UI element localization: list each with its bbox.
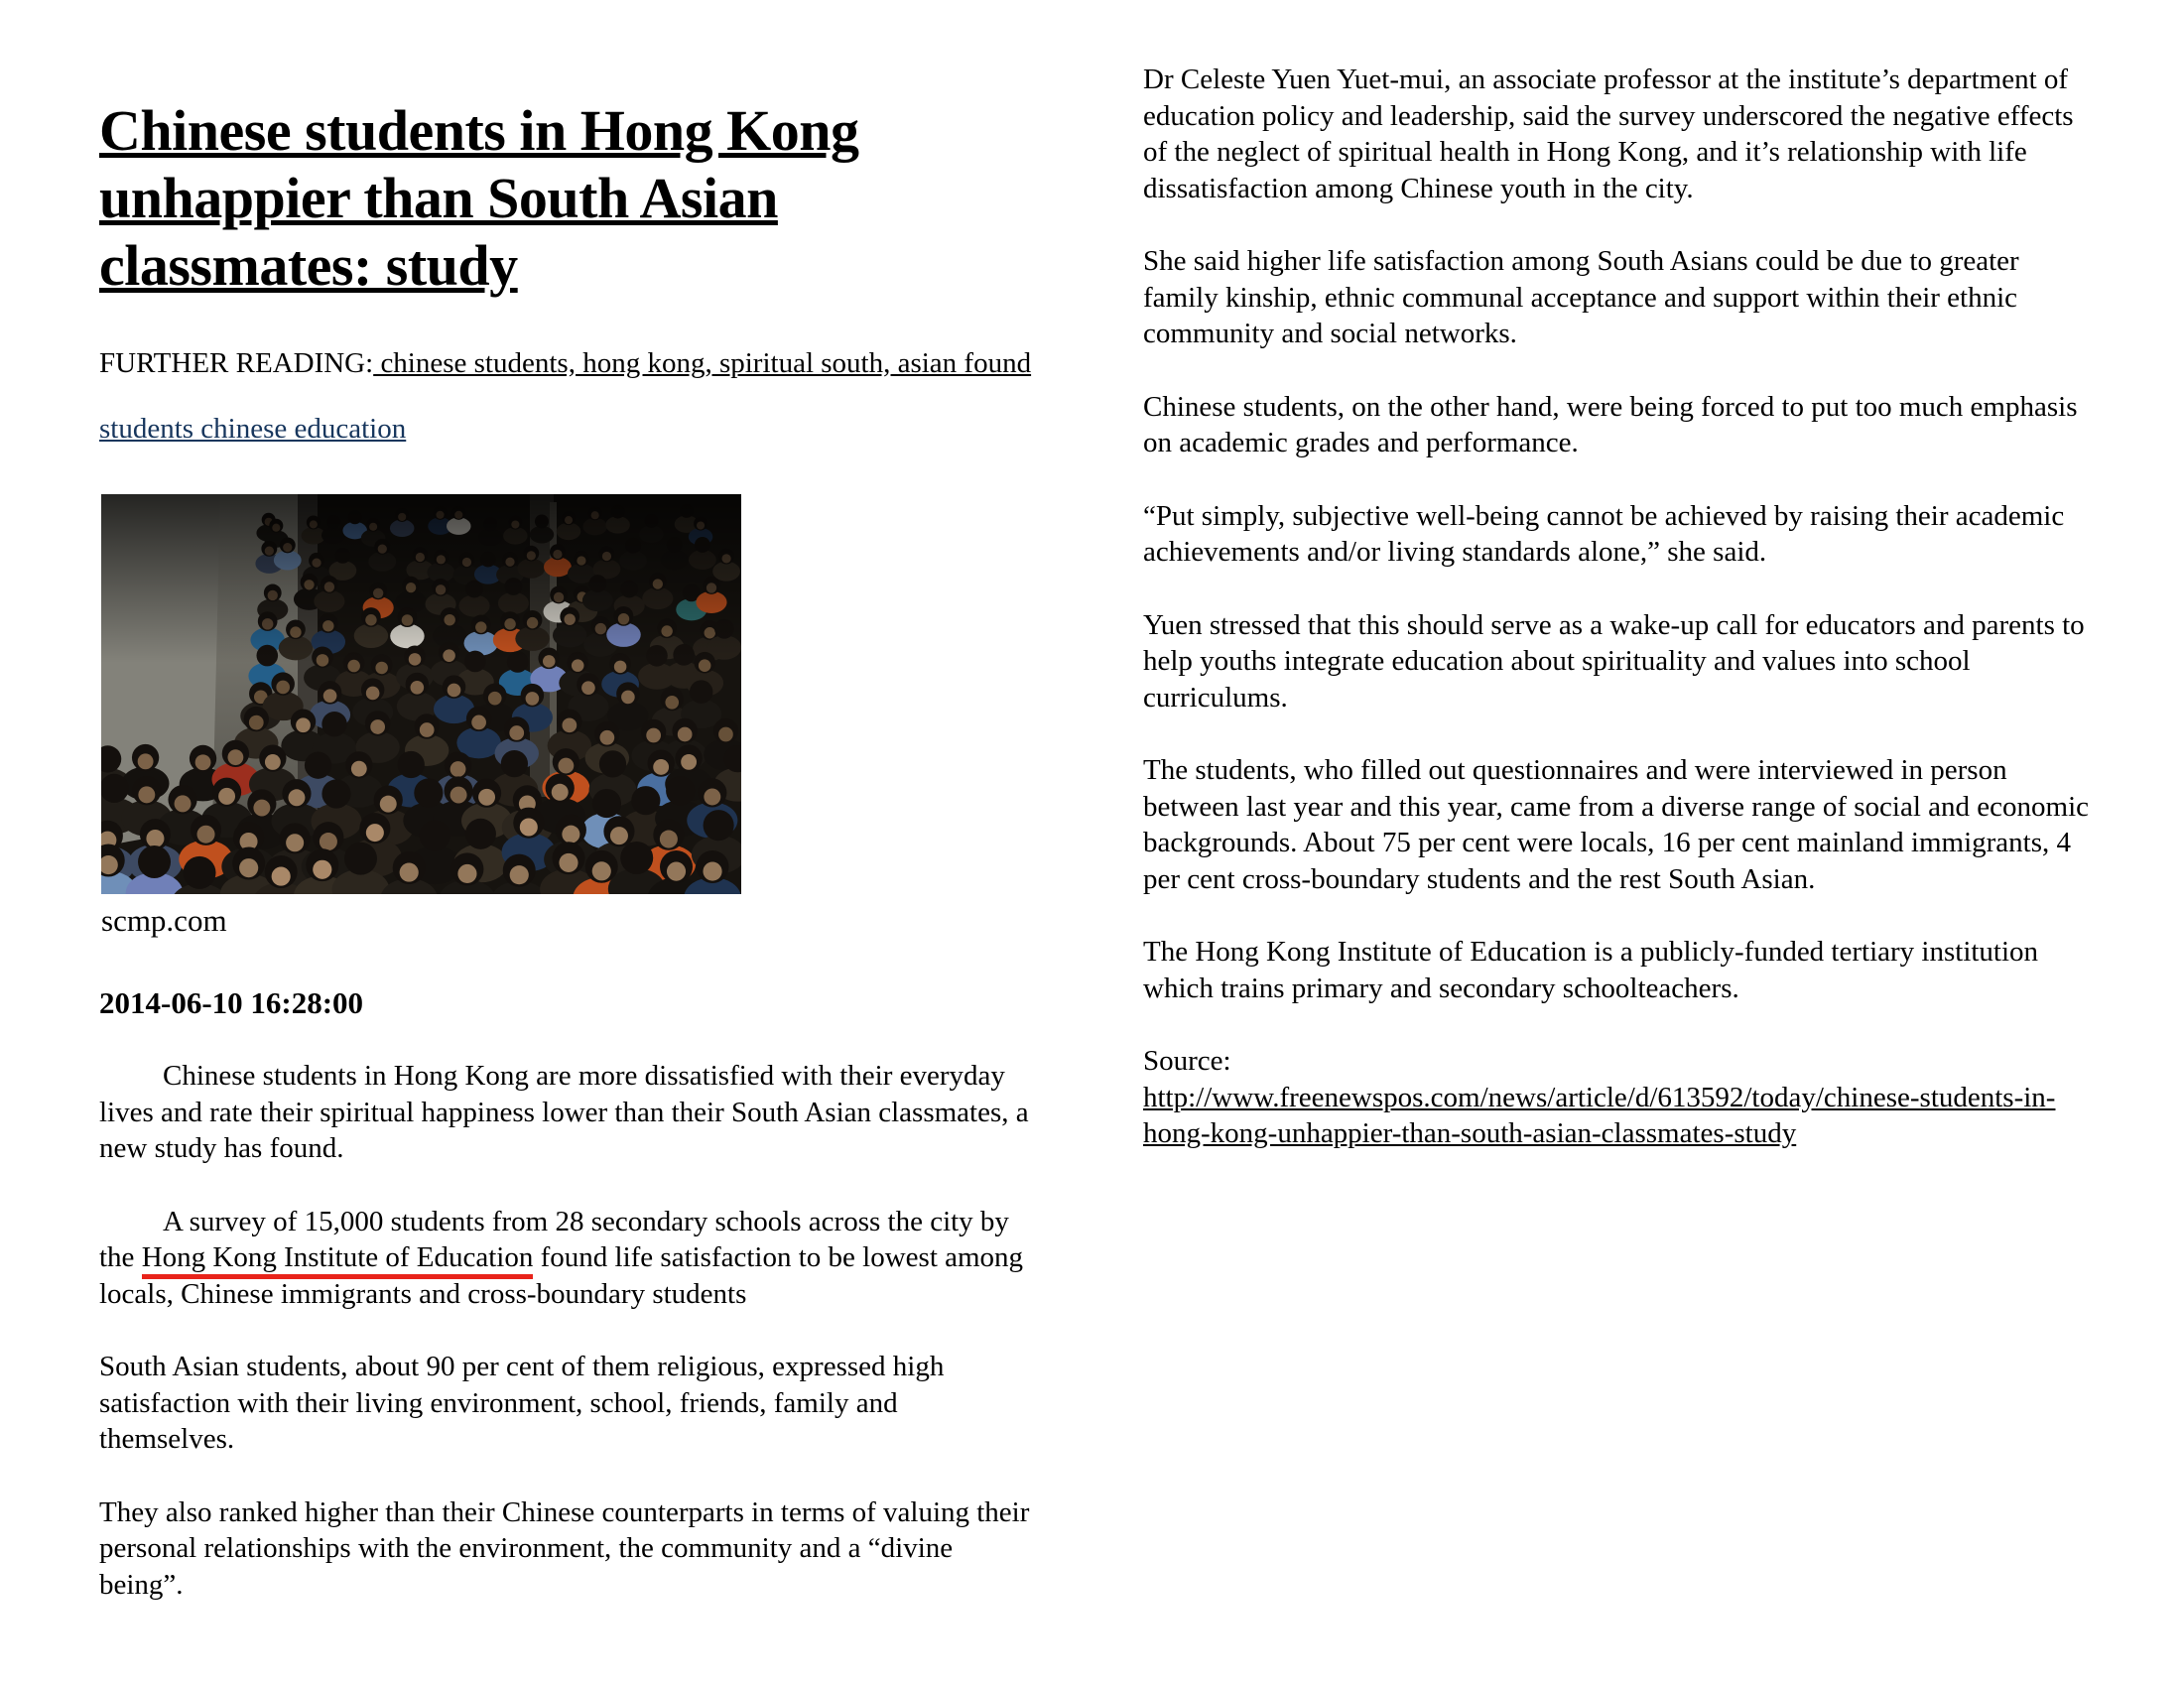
further-reading-line2	[99, 411, 1032, 447]
paragraph: Chinese students, on the other hand, were being forced to put too much emphasis on academic grades and performance.	[1143, 390, 2078, 458]
paragraph: They also ranked higher than their Chinese counterparts in terms of valuing their personal relationships with the environment, the community and a “divine being”.	[99, 1495, 1030, 1601]
crowd-photo-illustration	[101, 494, 741, 894]
institute-link[interactable]: Hong Kong Institute of Education	[142, 1241, 534, 1279]
paragraph: “Put simply, subjective well-being cannot be achieved by raising their academic achievements and/or living standards alone,” she said.	[1143, 499, 2065, 568]
source-label: Source:	[1143, 1045, 1231, 1077]
paragraph	[99, 1204, 1032, 1313]
right-column	[1143, 62, 2098, 1152]
publish-date: 2014-06-10 16:28:00	[99, 985, 364, 1020]
paragraph: Dr Celeste Yuen Yuet-mui, an associate professor at the institute’s department of education policy and leadership, said the survey underscored the negative effects of the neglect of spiritual health in Hong Kong, and it’s relationship with life dissatisfaction among Chinese youth in the city.	[1143, 64, 2074, 204]
paragraph-text: found life satisfaction to be lowest among locals, Chinese immigrants and cross-boundary students	[99, 1241, 1024, 1310]
tag-link-primary[interactable]: chinese students, hong kong, spiritual south, asian found	[373, 347, 1032, 379]
paragraph-text: A survey of 15,000 students from 28 secondary schools across the city by the	[99, 1205, 1009, 1273]
photo-caption: scmp.com	[101, 903, 227, 938]
page-title	[99, 97, 992, 300]
article-photo	[101, 494, 1032, 940]
paragraph: The Hong Kong Institute of Education is a publicly-funded tertiary institution which trains primary and secondary schoolteachers.	[1143, 936, 2039, 1004]
paragraph: Chinese students in Hong Kong are more dissatisfied with their everyday lives and rate their spiritual happiness lower than their South Asian classmates, a new study has found.	[99, 1060, 1029, 1164]
left-column	[99, 69, 1032, 1603]
further-reading-label: FURTHER READING:	[99, 347, 374, 379]
paragraph: Yuen stressed that this should serve as a wake-up call for educators and parents to help youths integrate education about spirituality and values into school curriculums.	[1143, 608, 2085, 714]
tag-link-secondary[interactable]: students chinese education	[99, 413, 407, 445]
paragraph: The students, who filled out questionnaires and were interviewed in person between last year and this year, came from a diverse range of social and economic backgrounds. About 75 per cent were locals, 16 per cent mainland immigrants, 4 per cent cross-boundary students and the rest South Asian.	[1143, 754, 2090, 895]
source-url-link[interactable]: http://www.freenewspos.com/news/article/d/613592/today/chinese-students-in-hong-kong-unhappier-than-south-asian-classmates-study	[1143, 1081, 2056, 1149]
further-reading	[99, 345, 1032, 381]
paragraph: South Asian students, about 90 per cent of them religious, expressed high satisfaction with their living environment, school, friends, family and themselves.	[99, 1351, 945, 1455]
paragraph: She said higher life satisfaction among South Asians could be due to greater family kinship, ethnic communal acceptance and support within their ethnic community and social networks.	[1143, 245, 2019, 349]
source-block	[1143, 1043, 2098, 1152]
headline-link[interactable]: Chinese students in Hong Kong unhappier than South Asian classmates: study	[99, 98, 859, 298]
